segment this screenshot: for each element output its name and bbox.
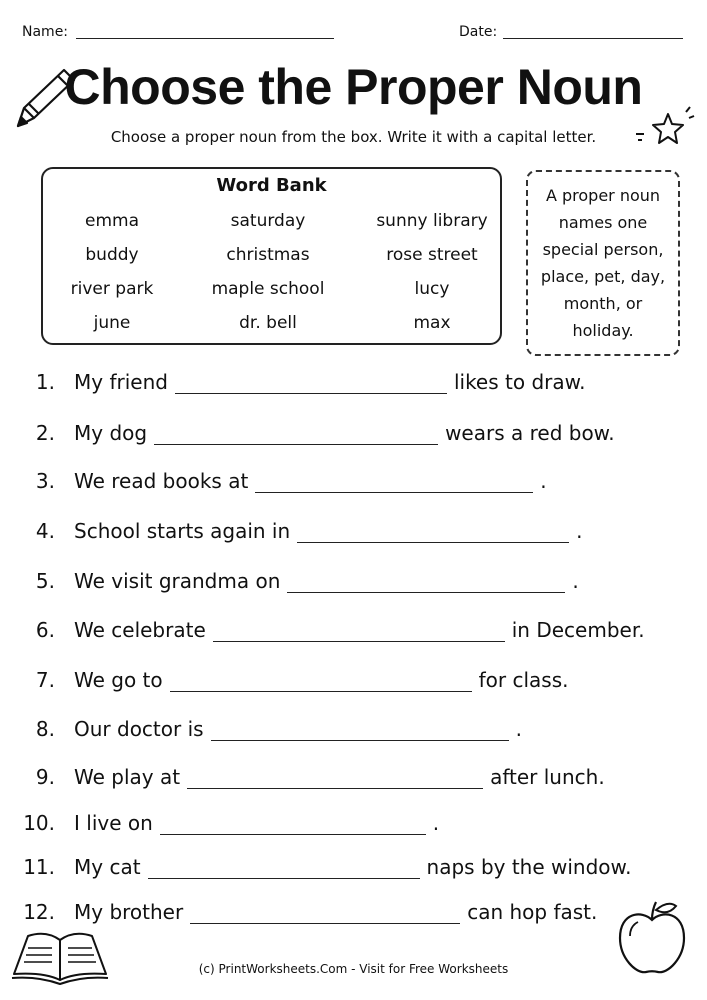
word-bank-item: emma: [85, 211, 139, 231]
word-bank-item: saturday: [230, 211, 306, 231]
footer-credit: (c) PrintWorksheets.Com - Visit for Free Worksheets: [198, 962, 509, 976]
date-field[interactable]: [503, 38, 683, 39]
tip-text: A proper noun names one special person, place, pet, day, month, or holiday.: [540, 186, 666, 340]
word-bank-item: maple school: [211, 279, 325, 299]
question-number: 2.: [35, 421, 55, 445]
question-row: [0, 370, 707, 404]
question-number: 3.: [35, 469, 55, 493]
date-label: Date:: [459, 24, 498, 40]
question-text: We celebrate: [74, 618, 206, 642]
answer-blank[interactable]: [170, 671, 472, 692]
answer-blank[interactable]: [187, 768, 483, 789]
question-number: 4.: [35, 519, 55, 543]
question-text: My brother: [74, 900, 184, 924]
question-row: [0, 618, 707, 652]
word-bank-item: dr. bell: [239, 313, 297, 333]
book-icon: [8, 922, 112, 988]
page-title: Choose the Proper Noun: [64, 59, 643, 115]
question-row: [0, 519, 707, 553]
answer-blank[interactable]: [297, 522, 569, 543]
question-number: 6.: [35, 618, 55, 642]
question-number: 8.: [35, 717, 55, 741]
question-number: 9.: [35, 765, 55, 789]
question-number: 11.: [23, 855, 55, 879]
word-bank-item: sunny library: [376, 211, 488, 231]
answer-blank[interactable]: [160, 814, 426, 835]
answer-blank[interactable]: [154, 424, 438, 445]
question-text: We visit grandma on: [74, 569, 281, 593]
word-bank-title: Word Bank: [216, 175, 327, 196]
question-number: 7.: [35, 668, 55, 692]
question-text: naps by the window.: [426, 855, 632, 879]
question-row: [0, 811, 707, 845]
question-text: My dog: [74, 421, 148, 445]
question-row: [0, 855, 707, 889]
word-bank-item: rose street: [386, 245, 478, 265]
word-bank-item: buddy: [85, 245, 139, 265]
answer-blank[interactable]: [287, 572, 565, 593]
answer-blank[interactable]: [213, 621, 505, 642]
word-bank-item: lucy: [414, 279, 450, 299]
question-text: We play at: [74, 765, 181, 789]
question-text: My cat: [74, 855, 141, 879]
word-bank-item: christmas: [226, 245, 310, 265]
question-row: [0, 717, 707, 751]
answer-blank[interactable]: [148, 858, 420, 879]
question-text: wears a red bow.: [445, 421, 615, 445]
question-number: 12.: [23, 900, 55, 924]
word-bank-item: max: [413, 313, 451, 333]
question-text: after lunch.: [490, 765, 605, 789]
question-text: .: [540, 469, 547, 493]
answer-blank[interactable]: [190, 903, 460, 924]
answer-blank[interactable]: [211, 720, 509, 741]
question-text: School starts again in: [74, 519, 291, 543]
star-icon: [632, 104, 696, 152]
instructions: Choose a proper noun from the box. Write it with a capital letter.: [110, 128, 597, 146]
question-row: [0, 569, 707, 603]
question-text: I live on: [74, 811, 153, 835]
question-text: We go to: [74, 668, 163, 692]
word-bank-item: june: [93, 313, 131, 333]
question-text: .: [576, 519, 583, 543]
question-row: [0, 469, 707, 503]
tip-box: [526, 170, 680, 356]
question-row: [0, 668, 707, 702]
question-text: .: [572, 569, 579, 593]
question-text: .: [515, 717, 522, 741]
name-field[interactable]: [76, 38, 334, 39]
question-text: Our doctor is: [74, 717, 204, 741]
answer-blank[interactable]: [175, 373, 447, 394]
question-text: We read books at: [74, 469, 249, 493]
question-text: in December.: [511, 618, 645, 642]
name-label: Name:: [22, 24, 69, 40]
question-text: can hop fast.: [467, 900, 598, 924]
question-number: 10.: [23, 811, 55, 835]
question-row: [0, 765, 707, 799]
question-text: for class.: [478, 668, 569, 692]
question-text: .: [432, 811, 440, 835]
question-text: My friend: [74, 370, 168, 394]
word-bank: [41, 167, 502, 345]
question-number: 1.: [35, 370, 55, 394]
answer-blank[interactable]: [255, 472, 533, 493]
word-bank-item: river park: [70, 279, 154, 299]
question-row: [0, 421, 707, 455]
question-text: likes to draw.: [453, 370, 586, 394]
question-number: 5.: [35, 569, 55, 593]
